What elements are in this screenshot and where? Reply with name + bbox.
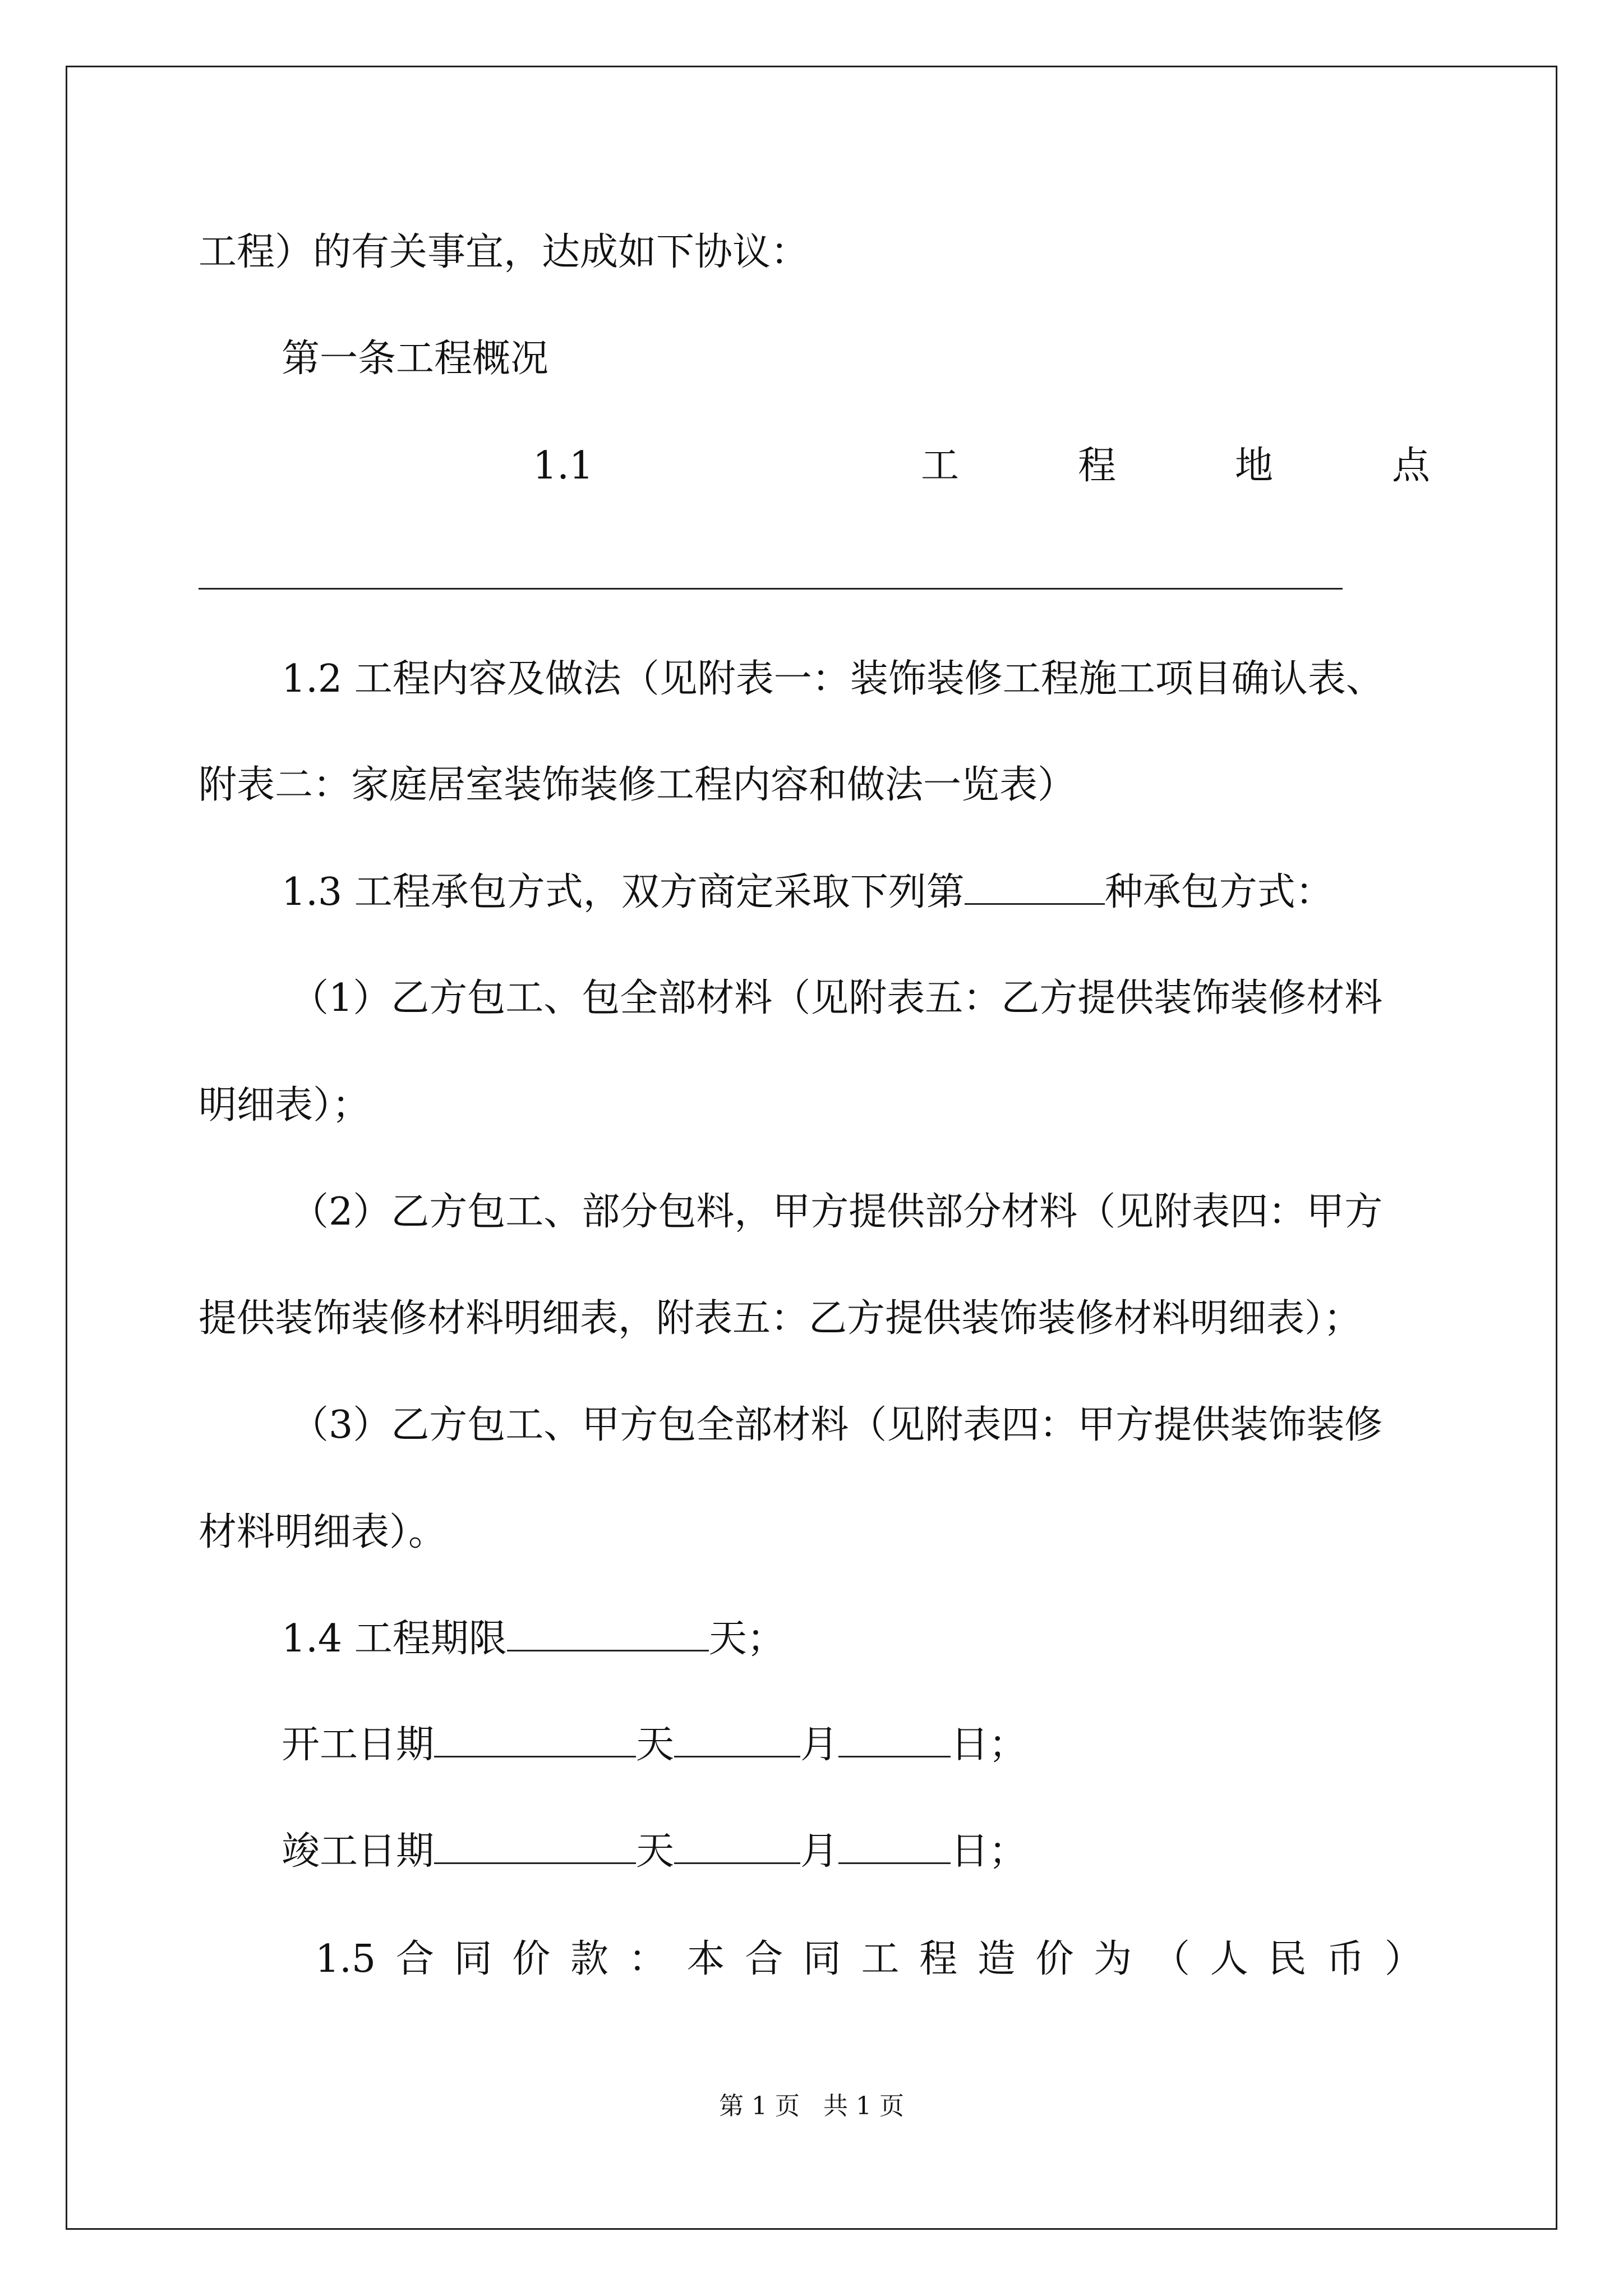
item-1-4-prefix: 1.4 工程期限 xyxy=(282,1617,507,1661)
item-1-5-char: 合 xyxy=(395,1937,434,1981)
finish-date-line xyxy=(282,1826,1027,1877)
unit-tian: 天 xyxy=(636,1829,675,1874)
item-1-5-char: 人 xyxy=(1210,1937,1248,1981)
blank-start-day xyxy=(838,1722,951,1757)
unit-ri: 日； xyxy=(951,1829,1027,1874)
unit-ri: 日； xyxy=(951,1723,1027,1767)
blank-finish-day xyxy=(838,1829,951,1864)
option-2-line-2: 提供装饰装修材料明细表，附表五：乙方提供装饰装修材料明细表）； xyxy=(199,1296,1362,1341)
finish-date-label: 竣工日期 xyxy=(282,1829,435,1874)
item-1-1-project-location xyxy=(533,441,1430,491)
item-1-5-char: 造 xyxy=(977,1937,1016,1981)
page-footer xyxy=(0,2090,1623,2123)
option-3-line-1: （3）乙方包工、甲方包全部材料（见附表四：甲方提供装饰装修 xyxy=(291,1403,1383,1447)
option-1-line-1: （1）乙方包工、包全部材料（见附表五：乙方提供装饰装修材料 xyxy=(291,976,1383,1020)
item-1-5-char: 款 xyxy=(570,1937,608,1981)
item-1-5-char: 民 xyxy=(1268,1937,1307,1981)
item-1-4-suffix: 天； xyxy=(708,1617,785,1661)
item-1-5-char: 1.5 xyxy=(315,1937,376,1981)
blank-start-tian xyxy=(434,1722,636,1757)
unit-yue: 月 xyxy=(800,1723,839,1767)
footer-page-number: 第 1 页 xyxy=(719,2092,800,2120)
item-1-5-char: 价 xyxy=(1035,1937,1074,1981)
item-1-5-char: 合 xyxy=(745,1937,783,1981)
article-1-title: 第一条工程概况 xyxy=(282,337,549,381)
item-1-5-char: 本 xyxy=(686,1937,725,1981)
start-date-label: 开工日期 xyxy=(282,1723,435,1767)
page-border xyxy=(66,66,1557,2230)
item-1-3-suffix: 种承包方式： xyxy=(1104,870,1334,914)
unit-tian: 天 xyxy=(636,1723,675,1767)
item-1-2-line-1: 1.2 工程内容及做法（见附表一：装饰装修工程施工项目确认表、 xyxy=(282,657,1384,701)
item-1-1-char: 点 xyxy=(1391,444,1430,488)
option-3-line-2: 材料明细表）。 xyxy=(199,1510,447,1554)
item-1-3-contract-mode xyxy=(282,867,1334,918)
blank-finish-tian xyxy=(434,1829,636,1864)
item-1-1-char: 工 xyxy=(921,444,960,488)
item-1-5-char: 工 xyxy=(861,1937,900,1981)
blank-start-month xyxy=(674,1722,800,1757)
item-1-5-char: （ xyxy=(1151,1937,1190,1981)
item-1-5-char: 为 xyxy=(1094,1937,1132,1981)
fill-in-rule-location xyxy=(199,588,1343,590)
blank-duration-days xyxy=(507,1616,709,1651)
unit-yue: 月 xyxy=(800,1829,839,1874)
item-1-1-number: 1.1 xyxy=(533,444,594,488)
item-1-5-char: ： xyxy=(628,1937,667,1981)
item-1-1-char: 程 xyxy=(1078,444,1117,488)
paragraph-intro: 工程）的有关事宜，达成如下协议： xyxy=(199,230,809,274)
item-1-3-prefix: 1.3 工程承包方式，双方商定采取下列第 xyxy=(282,870,965,914)
item-1-5-char: ） xyxy=(1384,1937,1423,1981)
item-1-4-duration xyxy=(282,1614,785,1664)
footer-page-total: 共 1 页 xyxy=(823,2092,904,2120)
item-1-5-char: 价 xyxy=(512,1937,551,1981)
item-1-5-char: 同 xyxy=(454,1937,492,1981)
item-1-5-contract-price xyxy=(315,1934,1423,1985)
option-1-line-2: 明细表）； xyxy=(199,1083,371,1128)
item-1-5-char: 币 xyxy=(1326,1937,1365,1981)
blank-option-number xyxy=(965,869,1105,905)
item-1-5-char: 程 xyxy=(919,1937,958,1981)
item-1-1-char: 地 xyxy=(1235,444,1274,488)
option-2-line-1: （2）乙方包工、部分包料，甲方提供部分材料（见附表四：甲方 xyxy=(291,1190,1383,1234)
item-1-2-line-2: 附表二：家庭居室装饰装修工程内容和做法一览表） xyxy=(199,763,1076,807)
blank-finish-month xyxy=(674,1829,800,1864)
start-date-line xyxy=(282,1720,1027,1770)
item-1-5-char: 同 xyxy=(803,1937,841,1981)
